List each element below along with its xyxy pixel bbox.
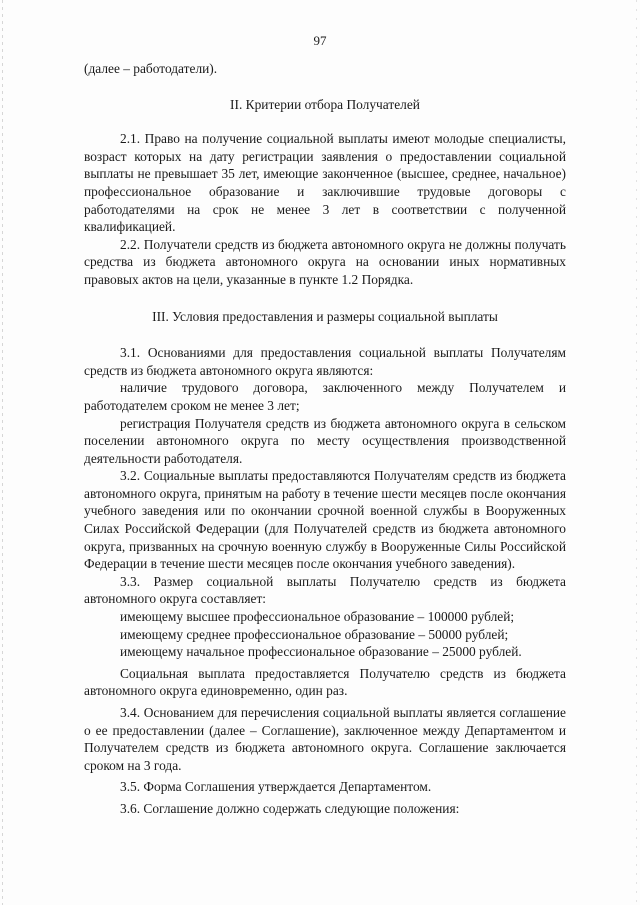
scan-edge-right (636, 0, 637, 905)
paragraph-3-3: 3.3. Размер социальной выплаты Получателю средств из бюджета автономного округа составляет: (84, 573, 566, 607)
page-number: 97 (313, 33, 327, 48)
paragraph-3-3-b: имеющему среднее профессиональное образование – 50000 рублей; (120, 626, 509, 642)
paragraph-3-4: 3.4. Основанием для перечисления социальной выплаты является соглашение о ее предоставлении (далее – Соглашение), заключенное между Департаментом и Получателем средств из бюджета автономного округа. Соглашение заключается сроком на 3 года. (84, 705, 566, 773)
paragraph-3-6: 3.6. Соглашение должно содержать следующие положения: (120, 800, 460, 816)
paragraph-3-2: 3.2. Социальные выплаты предоставляются Получателям средств из бюджета автономного округа, принятым на работу в течение шести месяцев после окончания учебного заведения или по окончании срочной военной службы в Вооруженных Силах Российской Федерации (для Получателей средств из бюджета автономного округа, призванных на срочную военную службу в Вооруженные Силы Российской Федерации в течение шести месяцев после окончания учебного заведения). (84, 468, 566, 572)
section-3-heading: III. Условия предоставления и размеры социальной выплаты (152, 308, 498, 324)
document-body (84, 60, 566, 818)
paragraph-3-3-a: имеющему высшее профессиональное образование – 100000 рублей; (120, 609, 515, 625)
paragraph-2-2: 2.2. Получатели средств из бюджета автономного округа не должны получать средства из бюджета автономного округа на основании иных нормативных правовых актов на цели, указанные в пункте 1.2 Порядка. (84, 236, 566, 287)
paragraph-2-1: 2.1. Право на получение социальной выплаты имеют молодые специалисты, возраст которых на дату регистрации заявления о предоставлении социальной выплаты не превышает 35 лет, имеющие законченное (высшее, среднее, начальное) профессиональное образование и заключившие трудовые договоры с работодателями на срок не менее 3 лет в соответствии с полученной квалификацией. (84, 131, 566, 235)
paragraph-3-1-b: регистрация Получателя средств из бюджета автономного округа в сельском поселении автономного округа по месту осуществления производственной деятельности работодателя. (84, 415, 566, 466)
intro-line: (далее – работодатели). (84, 61, 218, 76)
paragraph-3-5: 3.5. Форма Соглашения утверждается Департаментом. (120, 779, 432, 795)
paragraph-3-3-d: Социальная выплата предоставляется Получателю средств из бюджета автономного округа единовременно, один раз. (84, 665, 566, 699)
paragraph-3-1-a: наличие трудового договора, заключенного между Получателем и работодателем сроком не менее 3 лет; (84, 380, 566, 413)
scan-edge-left (2, 0, 3, 905)
section-2-heading: II. Критерии отбора Получателей (230, 96, 420, 112)
paragraph-3-3-c: имеющему начальное профессиональное образование – 25000 рублей. (120, 644, 522, 660)
paragraph-3-1: 3.1. Основаниями для предоставления социальной выплаты Получателям средств из бюджета автономного округа являются: (84, 345, 566, 378)
